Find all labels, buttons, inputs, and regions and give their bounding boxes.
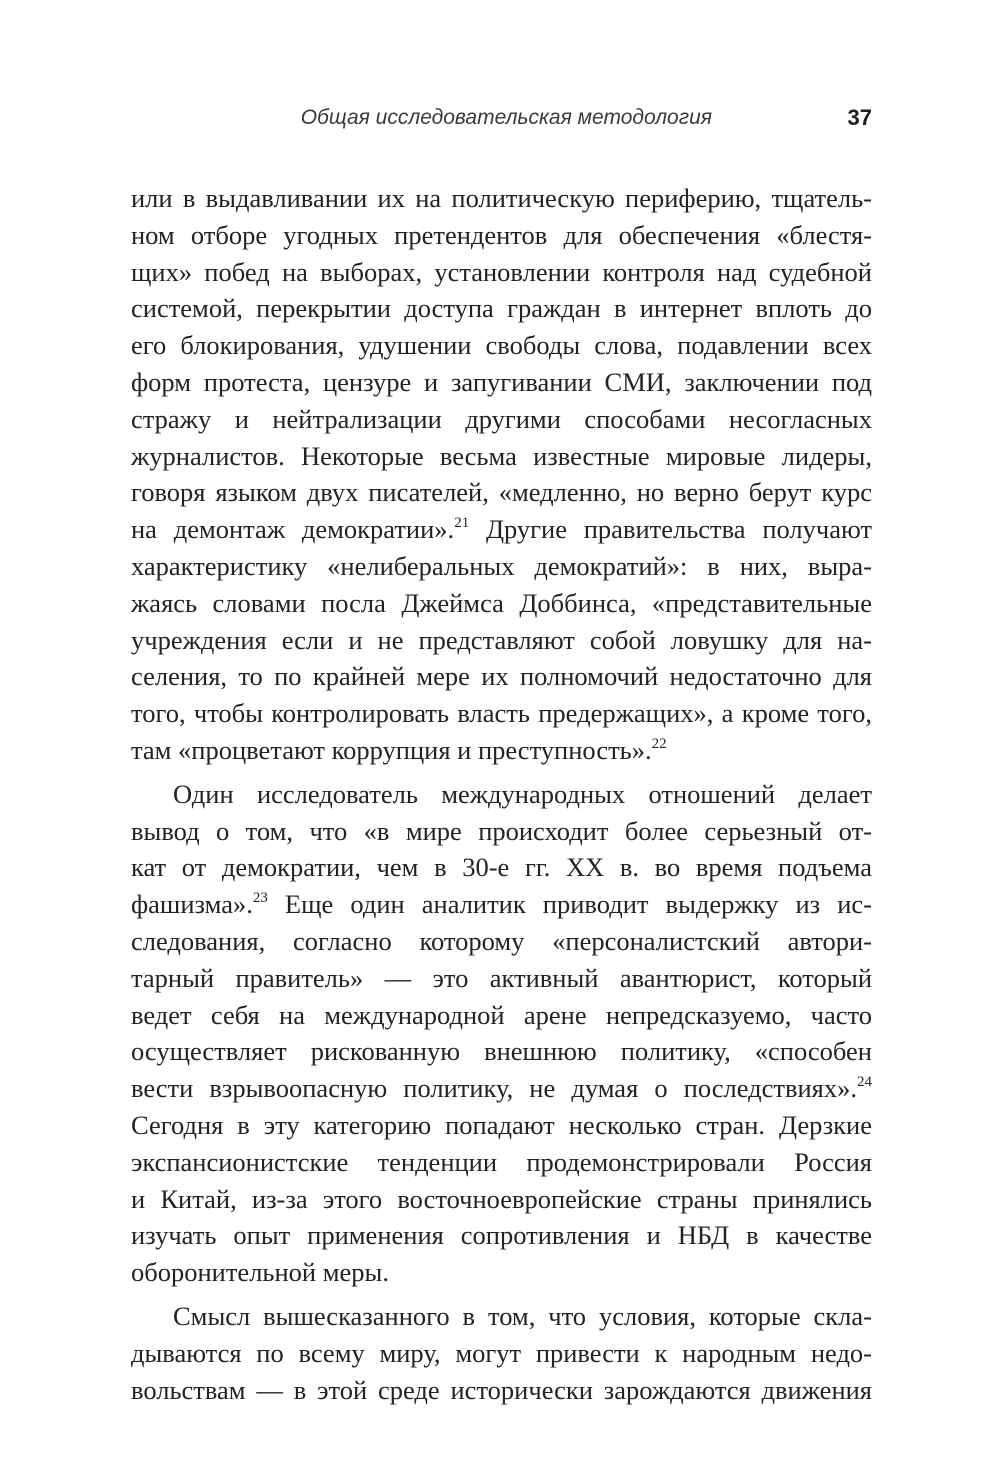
text-line: характеристику «нелиберальных демократий»: в них, выра- — [131, 550, 872, 581]
footnote-ref[interactable]: 22 — [651, 735, 667, 752]
page-number: 37 — [847, 105, 872, 130]
paragraph-gap — [131, 1291, 872, 1298]
text-line: Один исследователь международных отношений делает — [173, 778, 872, 809]
text-line: его блокирования, удушении свободы слова, подавлении всех — [131, 330, 872, 361]
text-line: щих» побед на выборах, установлении контроля над судебной — [131, 256, 872, 287]
text-line: системой, перекрытии доступа граждан в интернет вплоть до — [131, 293, 872, 324]
text-segment: фашизма». — [131, 889, 253, 920]
text-segment: Другие правительства получают — [469, 514, 872, 545]
text-line: Смысл вышесказанного в том, что условия, которые скла- — [173, 1300, 872, 1331]
body-text — [131, 180, 872, 1408]
footnote-ref[interactable]: 24 — [857, 1074, 872, 1091]
text-line: учреждения если и не представляют собой ловушку для на- — [131, 624, 872, 655]
text-line: Сегодня в эту категорию попадают несколько стран. Дерзкие — [131, 1109, 872, 1140]
text-line: или в выдавливании их на политическую периферию, тщатель- — [131, 183, 872, 213]
text-line: вывод о том, что «в мире происходит более серьезный от- — [131, 815, 872, 846]
text-line: дываются по всему миру, могут привести к народным недо- — [131, 1337, 872, 1368]
text-line: стражу и нейтрализации другими способами несогласных — [131, 403, 872, 434]
text-line: говоря языком двух писателей, «медленно, но верно берут курс — [131, 477, 872, 508]
text-line: осуществляет рискованную внешнюю политику, «способен — [131, 1036, 872, 1067]
paragraph-2 — [131, 776, 872, 1291]
text-line: селения, то по крайней мере их полномочий недостаточно для — [131, 661, 872, 692]
paragraph-gap — [131, 769, 872, 776]
text-segment: там «процветают коррупция и преступность». — [131, 734, 652, 765]
text-line: и Китай, из-за этого восточноевропейские страны принялись — [131, 1183, 872, 1214]
text-line: экспансионистские тенденции продемонстрировали Россия — [131, 1146, 872, 1177]
running-header — [131, 100, 872, 136]
running-title: Общая исследовательская методология — [300, 106, 712, 129]
text-line: кат от демократии, чем в 30-е гг. XX в. во время подъема — [131, 852, 872, 883]
text-line: тарный правитель» — это активный авантюрист, который — [131, 962, 872, 993]
text-segment: вести взрывоопасную политику, не думая о последствиях». — [131, 1073, 857, 1104]
text-line: жаясь словами посла Джеймса Доббинса, «представительные — [131, 587, 872, 618]
text-line — [131, 886, 872, 923]
footnote-ref[interactable]: 23 — [252, 890, 268, 907]
footnote-ref[interactable]: 21 — [454, 515, 470, 532]
text-line — [131, 1070, 872, 1107]
text-segment: на демонтаж демократии». — [131, 514, 455, 545]
text-line: того, чтобы контролировать власть предержащих», а кроме того, — [131, 698, 872, 729]
text-line: журналистов. Некоторые весьма известные мировые лидеры, — [131, 440, 872, 471]
text-line — [131, 511, 872, 548]
text-line: следования, согласно которому «персоналистский автори- — [131, 925, 872, 956]
paragraph-1 — [131, 180, 872, 769]
paragraph-3 — [131, 1298, 872, 1408]
text-line: форм протеста, цензуре и запугивании СМИ, заключении под — [131, 366, 872, 397]
text-line: ведет себя на международной арене непредсказуемо, часто — [131, 999, 872, 1030]
text-line: вольствам — в этой среде исторически зарождаются движения — [131, 1374, 872, 1405]
text-segment: Еще один аналитик приводит выдержку из ис- — [267, 889, 872, 920]
text-line: оборонительной меры. — [131, 1257, 389, 1288]
text-line — [131, 732, 872, 769]
text-line: ном отборе угодных претендентов для обеспечения «блестя- — [131, 219, 872, 250]
text-line: изучать опыт применения сопротивления и НБД в качестве — [131, 1220, 872, 1251]
